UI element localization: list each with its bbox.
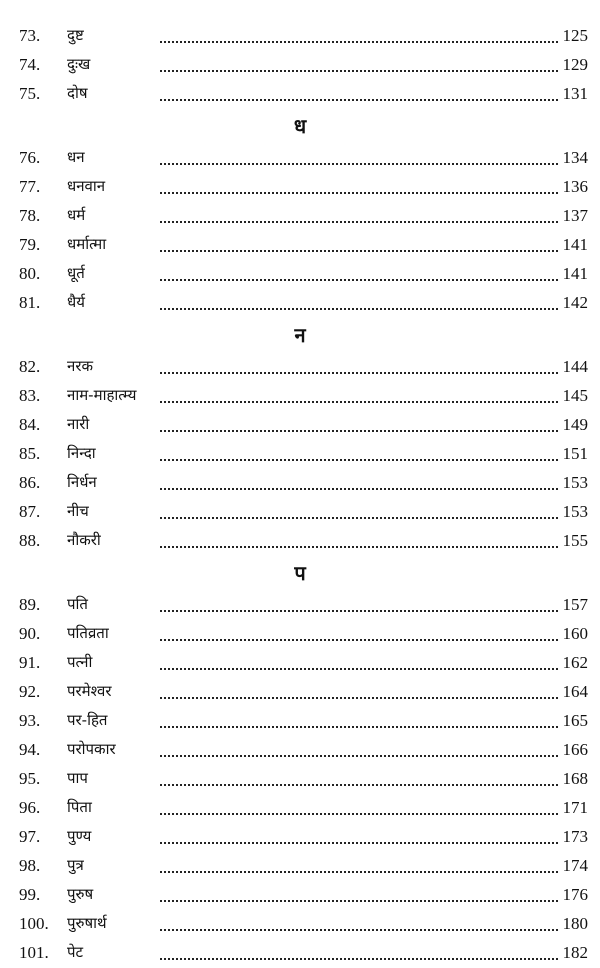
entry-page-number: 153	[562, 473, 588, 492]
entry-title: निन्दा	[67, 444, 96, 462]
entry-number: 97.	[19, 827, 41, 846]
entry-number: 98.	[19, 856, 41, 875]
dot-leader	[160, 221, 558, 223]
dot-leader	[160, 610, 558, 612]
toc-entry	[0, 440, 600, 469]
toc-entry	[0, 794, 600, 823]
entry-title: पत्नी	[67, 653, 93, 671]
entry-title: धैर्य	[67, 293, 85, 311]
entry-number: 87.	[19, 502, 41, 521]
toc-entry	[0, 80, 600, 109]
entry-title: धूर्त	[67, 264, 85, 282]
toc-entry	[0, 591, 600, 620]
entry-page-number: 162	[562, 653, 588, 672]
entry-title: पाप	[67, 769, 88, 787]
entry-page-number: 134	[562, 148, 588, 167]
toc-entry	[0, 51, 600, 80]
dot-leader	[160, 459, 558, 461]
toc-entry	[0, 382, 600, 411]
entry-page-number: 129	[562, 55, 588, 74]
entry-title: निर्धन	[67, 473, 97, 491]
entry-title: नारी	[67, 415, 90, 433]
dot-leader	[160, 308, 558, 310]
toc-entry	[0, 411, 600, 440]
entry-page-number: 176	[562, 885, 588, 904]
entry-title: परमेश्वर	[67, 682, 112, 700]
toc-entry	[0, 939, 600, 968]
entry-page-number: 145	[562, 386, 588, 405]
toc-entry	[0, 910, 600, 939]
entry-page-number: 173	[562, 827, 588, 846]
entry-number: 74.	[19, 55, 41, 74]
entry-number: 90.	[19, 624, 41, 643]
entry-number: 99.	[19, 885, 41, 904]
section-heading: प	[294, 561, 306, 585]
entry-number: 92.	[19, 682, 41, 701]
toc-entry	[0, 765, 600, 794]
entry-number: 94.	[19, 740, 41, 759]
entry-number: 79.	[19, 235, 41, 254]
entry-title: नरक	[67, 357, 93, 375]
entry-title: पुत्र	[67, 856, 84, 874]
entry-page-number: 164	[562, 682, 588, 701]
entry-title: पुरुषार्थ	[67, 914, 107, 932]
dot-leader	[160, 900, 558, 902]
dot-leader	[160, 813, 558, 815]
entry-number: 81.	[19, 293, 41, 312]
entry-page-number: 157	[562, 595, 588, 614]
section-heading: न	[294, 323, 306, 347]
toc-entry	[0, 620, 600, 649]
entry-page-number: 137	[562, 206, 588, 225]
dot-leader	[160, 929, 558, 931]
toc-entry	[0, 353, 600, 382]
toc-entry	[0, 173, 600, 202]
entry-number: 91.	[19, 653, 41, 672]
entry-title: पुण्य	[67, 827, 92, 845]
entry-page-number: 151	[562, 444, 588, 463]
entry-title: पिता	[67, 798, 92, 816]
dot-leader	[160, 401, 558, 403]
toc-entry	[0, 289, 600, 318]
entry-number: 73.	[19, 26, 41, 45]
toc-entry	[0, 736, 600, 765]
dot-leader	[160, 668, 558, 670]
entry-number: 100.	[19, 914, 49, 933]
entry-number: 84.	[19, 415, 41, 434]
dot-leader	[160, 546, 558, 548]
entry-number: 101.	[19, 943, 49, 962]
entry-page-number: 141	[562, 235, 588, 254]
entry-number: 78.	[19, 206, 41, 225]
entry-title: धर्म	[67, 206, 86, 224]
entry-number: 96.	[19, 798, 41, 817]
dot-leader	[160, 430, 558, 432]
entry-number: 83.	[19, 386, 41, 405]
entry-page-number: 144	[562, 357, 588, 376]
entry-page-number: 125	[562, 26, 588, 45]
entry-number: 75.	[19, 84, 41, 103]
dot-leader	[160, 163, 558, 165]
entry-number: 76.	[19, 148, 41, 167]
entry-page-number: 182	[562, 943, 588, 962]
entry-number: 88.	[19, 531, 41, 550]
dot-leader	[160, 279, 558, 281]
toc-entry	[0, 852, 600, 881]
entry-page-number: 131	[562, 84, 588, 103]
dot-leader	[160, 697, 558, 699]
toc-entry	[0, 881, 600, 910]
entry-title: नाम-माहात्म्य	[67, 386, 137, 404]
toc-entry	[0, 649, 600, 678]
dot-leader	[160, 784, 558, 786]
dot-leader	[160, 250, 558, 252]
entry-title: धन	[67, 148, 85, 166]
entry-number: 80.	[19, 264, 41, 283]
entry-title: पुरुष	[67, 885, 94, 903]
entry-title: पतिव्रता	[67, 624, 109, 642]
entry-page-number: 168	[562, 769, 588, 788]
dot-leader	[160, 726, 558, 728]
entry-number: 85.	[19, 444, 41, 463]
entry-title: दुःख	[67, 55, 91, 73]
entry-title: पेट	[67, 943, 84, 961]
entry-page-number: 160	[562, 624, 588, 643]
entry-page-number: 141	[562, 264, 588, 283]
entry-page-number: 155	[562, 531, 588, 550]
entry-page-number: 136	[562, 177, 588, 196]
toc-entry	[0, 144, 600, 173]
dot-leader	[160, 372, 558, 374]
dot-leader	[160, 192, 558, 194]
dot-leader	[160, 99, 558, 101]
entry-title: धर्मात्मा	[67, 235, 107, 253]
entry-number: 95.	[19, 769, 41, 788]
entry-title: पति	[67, 595, 88, 613]
entry-title: दोष	[67, 84, 88, 102]
table-of-contents	[0, 22, 600, 968]
entry-number: 77.	[19, 177, 41, 196]
entry-number: 86.	[19, 473, 41, 492]
toc-entry	[0, 22, 600, 51]
dot-leader	[160, 517, 558, 519]
entry-number: 93.	[19, 711, 41, 730]
entry-page-number: 142	[562, 293, 588, 312]
entry-page-number: 171	[562, 798, 588, 817]
toc-entry	[0, 498, 600, 527]
dot-leader	[160, 755, 558, 757]
dot-leader	[160, 871, 558, 873]
dot-leader	[160, 958, 558, 960]
entry-title: दुष्ट	[67, 26, 84, 44]
entry-title: नौकरी	[67, 531, 101, 549]
dot-leader	[160, 70, 558, 72]
toc-entry	[0, 260, 600, 289]
entry-title: पर-हित	[67, 711, 108, 729]
dot-leader	[160, 488, 558, 490]
entry-title: नीच	[67, 502, 89, 520]
dot-leader	[160, 639, 558, 641]
entry-page-number: 180	[562, 914, 588, 933]
toc-entry	[0, 231, 600, 260]
dot-leader	[160, 842, 558, 844]
entry-page-number: 165	[562, 711, 588, 730]
toc-entry	[0, 707, 600, 736]
toc-entry	[0, 469, 600, 498]
toc-entry	[0, 823, 600, 852]
entry-number: 82.	[19, 357, 41, 376]
toc-entry	[0, 527, 600, 556]
toc-entry	[0, 202, 600, 231]
entry-page-number: 166	[562, 740, 588, 759]
entry-title: परोपकार	[67, 740, 116, 758]
entry-page-number: 149	[562, 415, 588, 434]
entry-title: धनवान	[67, 177, 106, 195]
dot-leader	[160, 41, 558, 43]
section-heading: ध	[293, 114, 307, 138]
entry-number: 89.	[19, 595, 41, 614]
entry-page-number: 153	[562, 502, 588, 521]
toc-entry	[0, 678, 600, 707]
entry-page-number: 174	[562, 856, 588, 875]
